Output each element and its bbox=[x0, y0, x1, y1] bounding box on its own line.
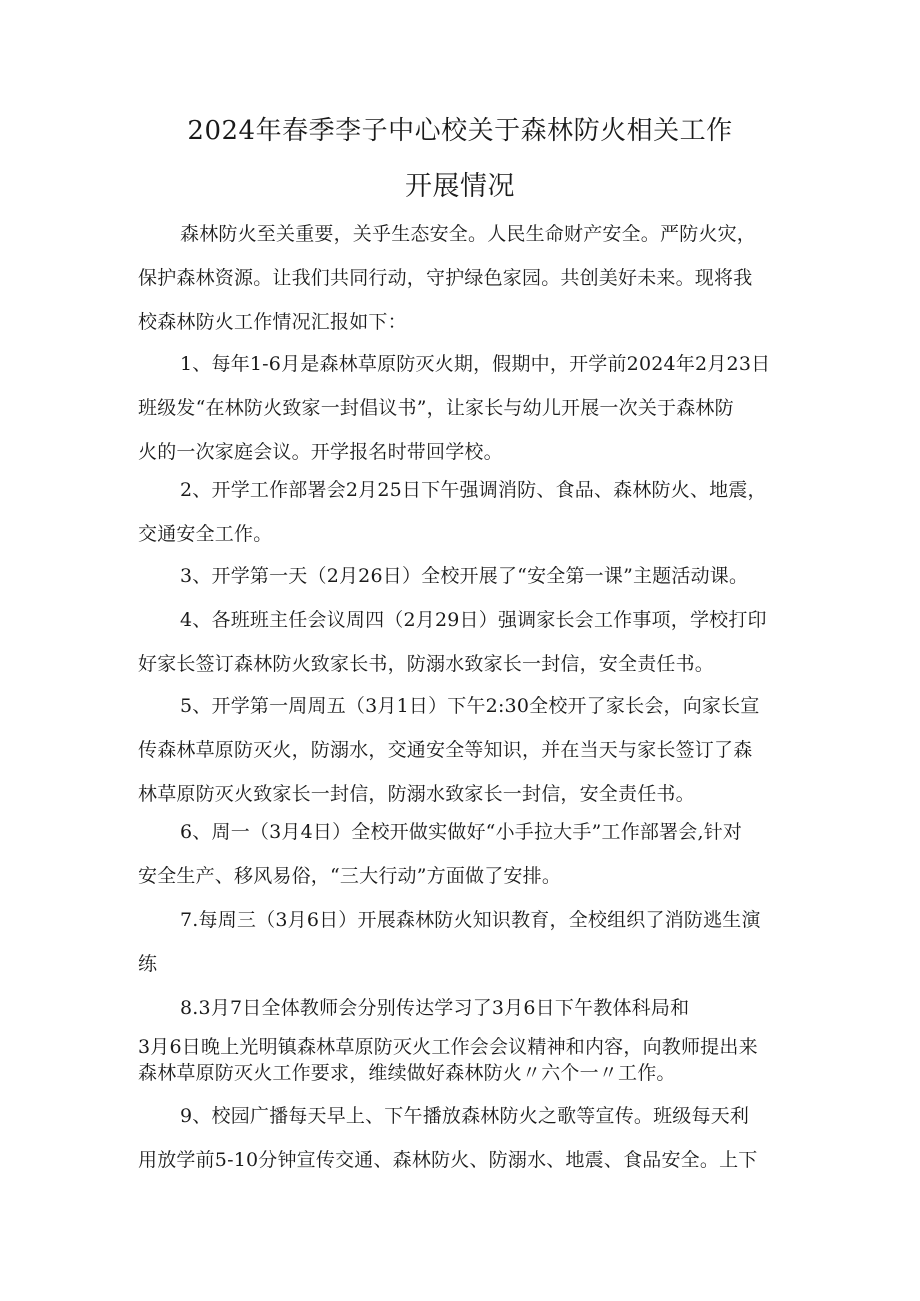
list-item-2 bbox=[138, 468, 788, 556]
item-line: 8.3月7日全体教师会分别传达学习了3月6日下午教体科局和 bbox=[180, 997, 690, 1019]
item-line: 6、周一（3月4日）全校开做实做好“小手拉大手”工作部署会,针对 bbox=[180, 821, 743, 843]
item-line: 3月6日晚上光明镇森林草原防灭火工作会会议精神和内容，向教师提出来 bbox=[138, 1036, 758, 1058]
intro-line: 校森林防火工作情况汇报如下： bbox=[138, 311, 407, 333]
list-item-1 bbox=[138, 342, 788, 474]
list-item-7 bbox=[138, 898, 788, 986]
item-line: 练 bbox=[138, 953, 158, 975]
item-line: 5、开学第一周周五（3月1日）下午2:30全校开了家长会，向家长宣 bbox=[180, 695, 760, 717]
item-line: 7.每周三（3月6日）开展森林防火知识教育，全校组织了消防逃生演 bbox=[180, 909, 761, 931]
list-item-8-continued bbox=[138, 1034, 788, 1086]
item-line: 4、各班班主任会议周四（2月29日）强调家长会工作事项，学校打印 bbox=[180, 609, 767, 631]
item-line: 1、每年1-6月是森林草原防灭火期，假期中，开学前2024年2月23日 bbox=[180, 353, 771, 375]
item-line: 9、校园广播每天早上、下午播放森林防火之歌等宣传。班级每天利 bbox=[180, 1105, 750, 1127]
list-item-3 bbox=[138, 554, 788, 598]
item-line: 安全生产、移风易俗，“三大行动”方面做了安排。 bbox=[138, 865, 562, 887]
intro-line: 森林防火至关重要，关乎生态安全。人民生命财产安全。严防火灾， bbox=[180, 223, 757, 245]
item-line: 好家长签订森林防火致家长书，防溺水致家长一封信，安全责任书。 bbox=[138, 653, 715, 675]
document-title-line-1: 2024年春季李子中心校关于森林防火相关工作 bbox=[187, 116, 733, 146]
item-line: 林草原防灭火致家长一封信，防溺水致家长一封信，安全责任书。 bbox=[138, 783, 695, 805]
list-item-5 bbox=[138, 684, 788, 816]
intro-line: 保护森林资源。让我们共同行动，守护绿色家园。共创美好未来。现将我 bbox=[138, 267, 753, 289]
item-line: 交通安全工作。 bbox=[138, 523, 273, 545]
list-item-4 bbox=[138, 598, 788, 686]
item-line: 森林草原防灭火工作要求，维续做好森林防火〃六个一〃工作。 bbox=[138, 1062, 676, 1084]
item-line: 传森林草原防灭火，防溺水，交通安全等知识，并在当天与家长签订了森 bbox=[138, 739, 753, 761]
list-item-8 bbox=[138, 986, 788, 1030]
item-line: 3、开学第一天（2月26日）全校开展了“安全第一课”主题活动课。 bbox=[180, 565, 749, 587]
document-title-line-2: 开展情况 bbox=[405, 171, 515, 202]
item-line: 2、开学工作部署会2月25日下午强调消防、食品、森林防火、地震， bbox=[180, 479, 767, 501]
intro-paragraph bbox=[138, 212, 788, 344]
item-line: 班级发“在林防火致家一封倡议书”，让家长与幼儿开展一次关于森林防 bbox=[138, 397, 734, 419]
item-line: 火的一次家庭会议。开学报名时带回学校。 bbox=[138, 441, 503, 463]
list-item-6 bbox=[138, 810, 788, 898]
item-line: 用放学前5-10分钟宣传交通、森林防火、防溺水、地震、食品安全。上下 bbox=[138, 1149, 758, 1171]
list-item-9 bbox=[138, 1094, 788, 1182]
